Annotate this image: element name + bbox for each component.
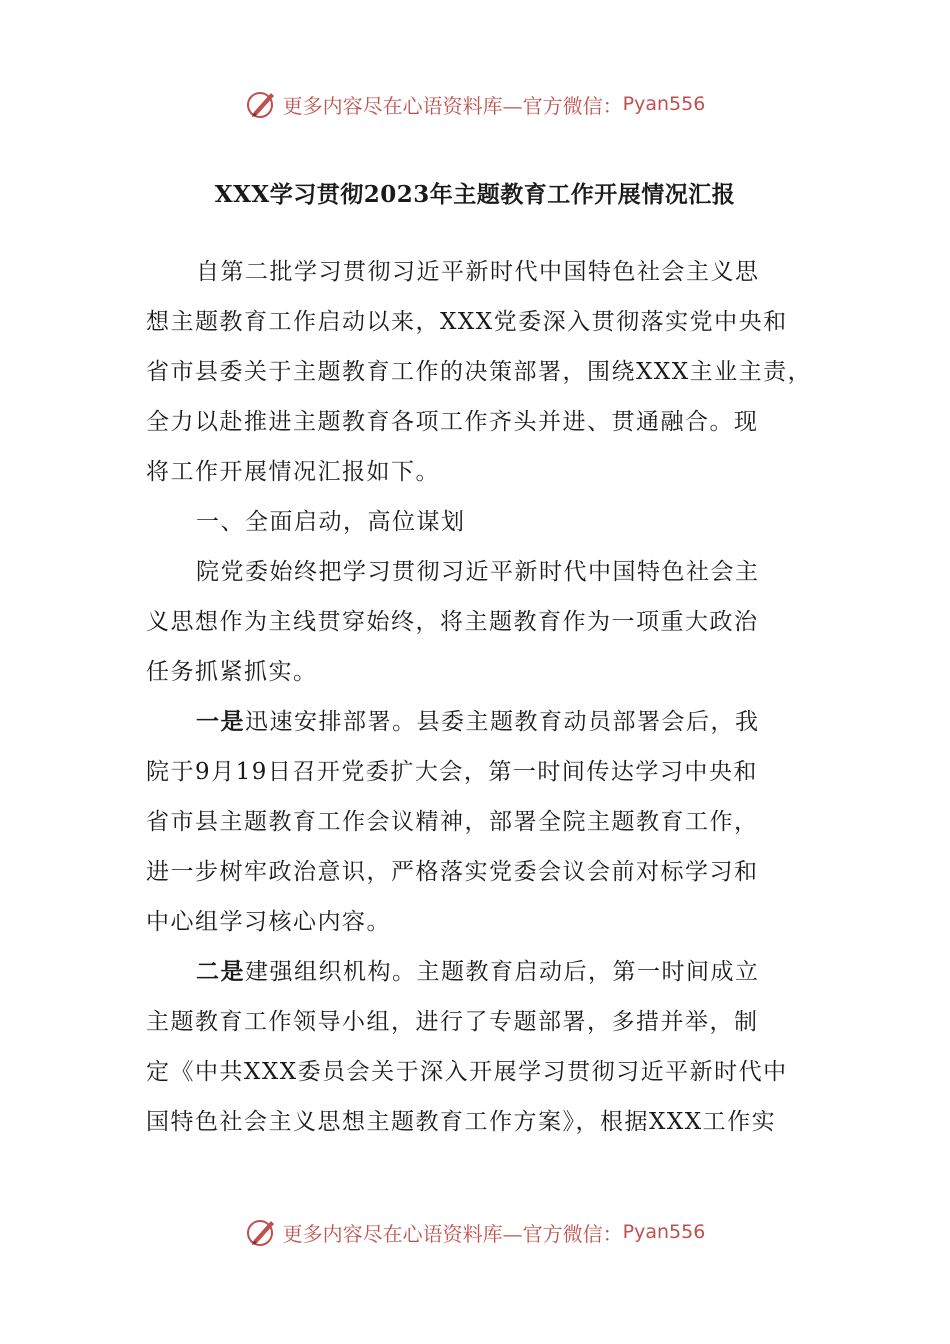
document-title: XXX学习贯彻2023年主题教育工作开展情况汇报 <box>214 181 736 208</box>
watermark-text: 更多内容尽在心语资料库—官方微信： <box>282 93 623 118</box>
point-lead: 一是 <box>196 708 245 735</box>
text-line: 定《中共XXX委员会关于深入开展学习贯彻习近平新时代中 <box>146 1059 788 1085</box>
watermark-text: 更多内容尽在心语资料库—官方微信： <box>282 1221 623 1246</box>
watermark-handle: Pyan556 <box>622 93 706 115</box>
text-line: 国特色社会主义思想主题教育工作方案》，根据XXX工作实 <box>146 1109 777 1135</box>
text-line: 将工作开展情况汇报如下。 <box>146 459 440 485</box>
point-text: 迅速安排部署。县委主题教育动员部署会后，我 <box>245 709 760 735</box>
intro-paragraph <box>146 247 826 497</box>
text-line: 任务抓紧抓实。 <box>146 659 318 685</box>
text-line <box>146 947 826 997</box>
text-line: 院党委始终把学习贯彻习近平新时代中国特色社会主 <box>196 559 760 585</box>
text-line: 主题教育工作领导小组，进行了专题部署，多措并举，制 <box>146 1009 759 1035</box>
text-line: 进一步树牢政治意识，严格落实党委会议会前对标学习和 <box>146 859 759 885</box>
pen-logo-icon <box>245 1215 279 1249</box>
section-paragraph <box>146 547 826 697</box>
text-line: 院于9月19日召开党委扩大会，第一时间传达学习中央和 <box>146 759 758 785</box>
point-text: 建强组织机构。主题教育启动后，第一时间成立 <box>245 959 760 985</box>
pen-logo-icon <box>245 87 279 121</box>
text-line <box>146 697 826 747</box>
text-line: 全力以赴推进主题教育各项工作齐头并进、贯通融合。现 <box>146 409 759 435</box>
text-line: 义思想作为主线贯穿始终，将主题教育作为一项重大政治 <box>146 609 759 635</box>
point-one-paragraph <box>146 697 826 947</box>
document-body <box>146 247 826 1147</box>
watermark-footer <box>0 1212 950 1252</box>
text-line: 省市县主题教育工作会议精神，部署全院主题教育工作， <box>146 809 759 835</box>
point-two-paragraph <box>146 947 826 1147</box>
watermark-handle: Pyan556 <box>622 1221 706 1243</box>
section-heading: 一、全面启动，高位谋划 <box>196 509 466 535</box>
text-line: 省市县委关于主题教育工作的决策部署，围绕XXX主业主责， <box>146 359 813 385</box>
point-lead: 二是 <box>196 958 245 985</box>
text-line: 想主题教育工作启动以来，XXX党委深入贯彻落实党中央和 <box>146 309 788 335</box>
text-line: 自第二批学习贯彻习近平新时代中国特色社会主义思 <box>196 259 760 285</box>
watermark-header <box>0 84 950 124</box>
text-line: 中心组学习核心内容。 <box>146 909 391 935</box>
